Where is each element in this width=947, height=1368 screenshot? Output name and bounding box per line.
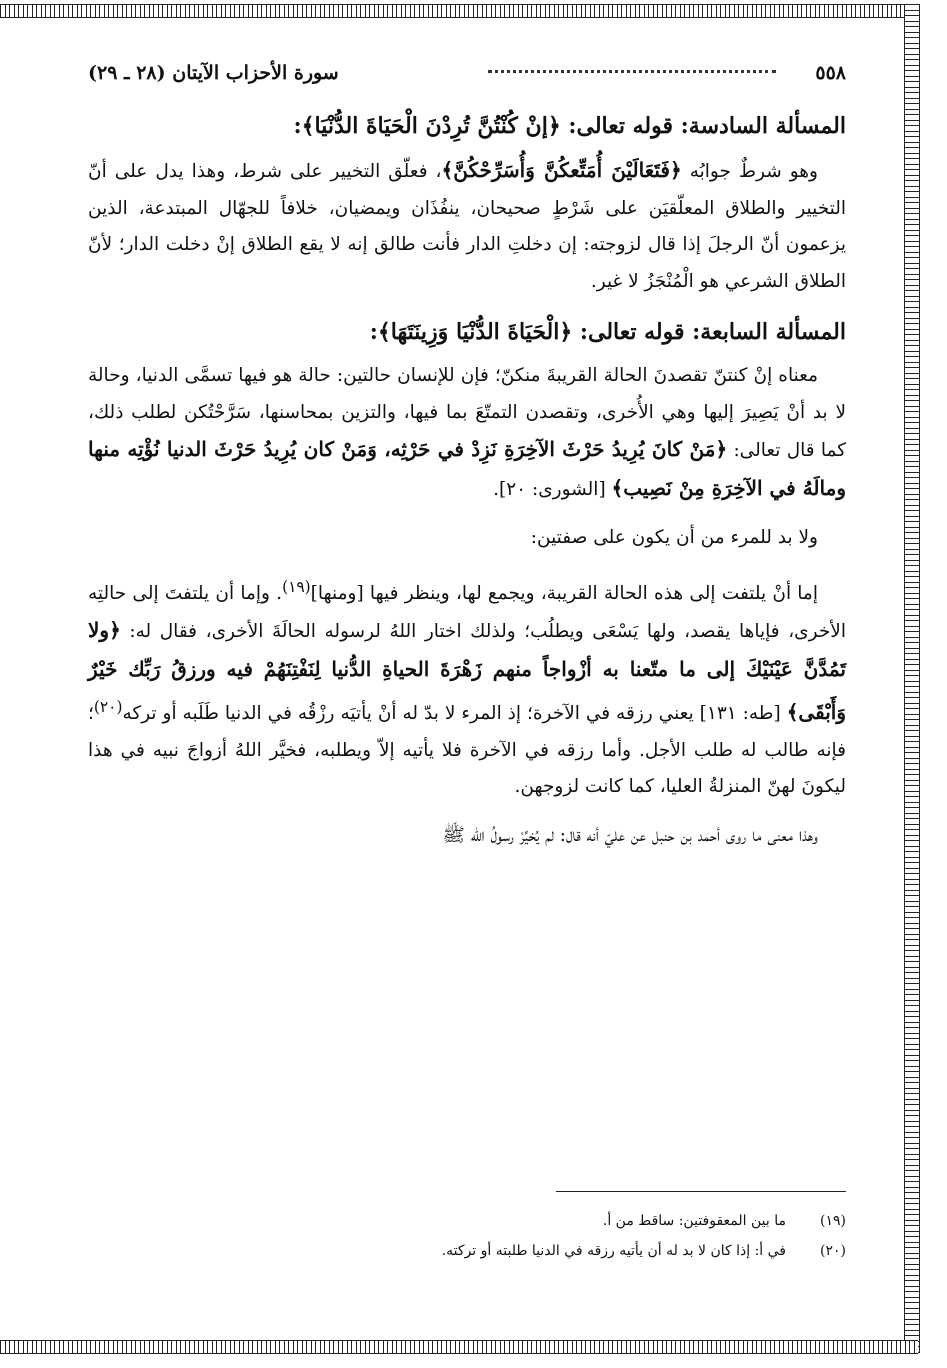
text-run: ؛ فإنه طالب له طلب الأجل. وأما رزقه في الآخرة فلا يأتيه إلاّ ويطلبه، فخيَّر اللهُ أزواجَ نبيه في هذا ليكونَ لهنّ المنزلةُ العليا، كما كانت لزوجهن. [88, 703, 846, 798]
footnote-number: (٢٠) [820, 1243, 846, 1259]
text-run: إما أنْ يلتفت إلى هذه الحالة القريبة، ويجمع لها، وينظر فيها [ومنها] [310, 582, 818, 604]
footnote-separator [556, 1191, 846, 1192]
footnote-number: (١٩) [820, 1213, 846, 1229]
section-7-paragraph-2: ولا بد للمرء من أن يكون على صفتين: [530, 527, 818, 548]
footnote-20 [88, 1236, 846, 1266]
section-6-paragraph [88, 152, 846, 300]
running-title: سورة الأحزاب الآيتان (٢٨ ـ ٢٩) [88, 62, 339, 84]
running-header [88, 58, 846, 94]
footnote-text: ما بين المعقوفتين: ساقط من أ. [602, 1213, 786, 1229]
text-run: وهو شرطٌ جوابُه [681, 161, 818, 182]
footnote-19 [88, 1206, 846, 1236]
text-run: معناه إنْ كنتنّ تقصدنَ الحالة القريبةَ منكنّ؛ فإن للإنسان حالتين: حالة هو فيها تسمَّى الدنيا، وحالة لا بد أنْ يَصِيرَ إليها وهي الأُخرى، وتقصدن التمتّعَ بما فيها، والتزين بمحاسنها، سَرَّحْتُكن لطلب ذلك، كما قال تعالى: [88, 365, 847, 461]
section-6-heading: المسألة السادسة: قوله تعالى: ﴿إنْ كُنْتُنَّ تُرِدْنَ الْحَيَاةَ الدُّنْيَا﴾: [293, 113, 846, 139]
text-run: ، فعلّق التخيير على شرط، وهذا يدل على أنّ التخيير والطلاق المعلّقيَن على شَرْطٍ صحيحان، ينفُذَان ويمضيان، خلافاً للجهّال المبتدعة، الذين يزعمون أنّ الرجلَ إذا قال لزوجته: إن دخلتِ الدار فأنت طالق إنه لا يقع الطلاق إنْ دخلت الدار؛ لأنّ الطلاق الشرعي هو الْمُنْجَزُ لا غير. [88, 161, 846, 292]
section-7-paragraph-4: وهذا معنى ما روى أحمد بن حنبل عن عليّ أنه قال: لم يُخيِّرْ رسولُ الله ﷺ [442, 824, 818, 846]
page-border-top [0, 4, 918, 18]
section-7-heading: المسألة السابعة: قوله تعالى: ﴿الْحَيَاةَ الدُّنْيَا وَزِينَتَهَا﴾: [369, 319, 846, 345]
section-7-paragraph-3 [88, 569, 846, 806]
text-run: . وإما أن يلتفتَ إلى حالتِه الأخرى، فإياها يقصد، ولها يَسْعَى ويطلُب؛ ولذلك اختار اللهُ لرسوله الحالَةَ الأخرى، فقال له: [88, 582, 846, 643]
page-border-bottom [0, 1340, 918, 1354]
page-number: ٥٥٨ [815, 62, 846, 84]
quran-verse: ﴿فَتَعَالَيْنَ أُمَتِّعكُنَّ وَأُسَرِّحْكُنَّ﴾ [441, 158, 682, 182]
text-run: [طه: ١٣١] يعني رزقه في الآخرة؛ إذ المرء لا بدّ له أنْ يأتيَه رزْقُه في الدنيا طَلَبه أو تركه [122, 703, 787, 725]
book-page [88, 58, 846, 1328]
section-7-paragraph-1 [88, 358, 846, 508]
page-border-right [904, 4, 920, 1353]
footnotes [88, 1206, 846, 1266]
verse-reference: [الشورى: ٢٠]. [493, 478, 612, 500]
quran-verse: ﴿مَنْ كانَ يُرِيدُ حَرْثَ الآخِرَةِ نَزِدْ في حَرْثِه، وَمَنْ كان يُرِيدُ حَرْثَ الدنيا نُؤْتِه منها ومالَهُ في الآخِرَةِ مِنْ نَصِيب﴾ [88, 437, 846, 500]
quran-verse: ﴿ولا تَمُدَّنَّ عَيْنَيْكَ إلى ما متّعنا به أزْواجاً منهم زَهْرَةَ الحياةِ الدُّنيا لِنَفْتِنَهُمْ فيه ورزقُ رَبِّك خَيْرٌ وَأَبْقَى﴾ [88, 618, 846, 725]
footnote-text: في أ: إذا كان لا بد له أن يأتيه رزقه في الدنيا طلبته أو تركته. [441, 1243, 786, 1259]
footnote-ref-19[interactable]: (١٩) [282, 577, 311, 596]
footnote-ref-20[interactable]: (٢٠) [93, 698, 123, 717]
header-dot-leader [488, 70, 776, 73]
